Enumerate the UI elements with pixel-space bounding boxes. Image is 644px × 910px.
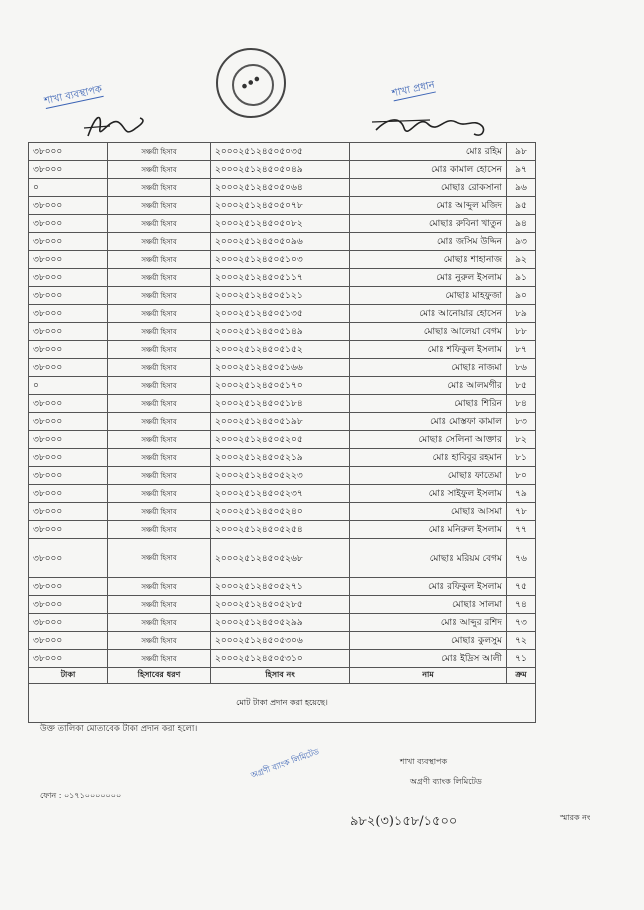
serial-cell: ৮৮ — [507, 323, 536, 341]
amount-cell: ৩৮০০০ — [29, 269, 108, 287]
account-number-cell: ২০০০২৫১২৪৫০৫০৪৯ — [211, 161, 350, 179]
account-type-cell: সঞ্চয়ী হিসাব — [108, 578, 211, 596]
table-body — [29, 143, 536, 723]
account-number-cell: ২০০০২৫১২৪৫০৫৩১০ — [211, 650, 350, 668]
amount-cell: ৩৮০০০ — [29, 632, 108, 650]
account-type-cell: সঞ্চয়ী হিসাব — [108, 503, 211, 521]
header-name: নাম — [350, 668, 507, 684]
account-number-cell: ২০০০২৫১২৪৫০৫২৪০ — [211, 503, 350, 521]
serial-cell: ৭২ — [507, 632, 536, 650]
table-row — [29, 305, 536, 323]
table-row — [29, 341, 536, 359]
account-type-cell: সঞ্চয়ী হিসাব — [108, 650, 211, 668]
table-row — [29, 449, 536, 467]
amount-cell: ৩৮০০০ — [29, 161, 108, 179]
table-row — [29, 323, 536, 341]
name-cell: মোছাঃ মাহফুজা — [350, 287, 507, 305]
amount-cell: ৩৮০০০ — [29, 323, 108, 341]
footer-stamp — [243, 745, 339, 816]
amount-cell: ৩৮০০০ — [29, 197, 108, 215]
name-cell: মোঃ আব্দুর রশিদ — [350, 614, 507, 632]
amount-cell: ৩৮০০০ — [29, 395, 108, 413]
account-type-cell: সঞ্চয়ী হিসাব — [108, 179, 211, 197]
table-row — [29, 596, 536, 614]
amount-cell: ৩৮০০০ — [29, 413, 108, 431]
account-type-cell: সঞ্চয়ী হিসাব — [108, 449, 211, 467]
name-cell: মোঃ হাবিবুর রহমান — [350, 449, 507, 467]
serial-cell: ৮২ — [507, 431, 536, 449]
account-type-cell: সঞ্চয়ী হিসাব — [108, 596, 211, 614]
table-row — [29, 287, 536, 305]
account-number-cell: ২০০০২৫১২৪৫০৫২৩৭ — [211, 485, 350, 503]
table-row — [29, 359, 536, 377]
account-type-cell: সঞ্চয়ী হিসাব — [108, 377, 211, 395]
serial-cell: ৯০ — [507, 287, 536, 305]
serial-cell: ৮৩ — [507, 413, 536, 431]
serial-cell: ৯৫ — [507, 197, 536, 215]
name-cell: মোছাঃ আসমা — [350, 503, 507, 521]
amount-cell: ৩৮০০০ — [29, 539, 108, 578]
amount-cell: ৩৮০০০ — [29, 287, 108, 305]
table-row — [29, 503, 536, 521]
name-cell: মোঃ জসিম উদ্দিন — [350, 233, 507, 251]
amount-cell: ৩৮০০০ — [29, 449, 108, 467]
account-number-cell: ২০০০২৫১২৪৫০৫০৩৫ — [211, 143, 350, 161]
table-row — [29, 614, 536, 632]
account-type-cell: সঞ্চয়ী হিসাব — [108, 287, 211, 305]
amount-cell: ৩৮০০০ — [29, 650, 108, 668]
account-number-cell: ২০০০২৫১২৪৫০৫১১৭ — [211, 269, 350, 287]
seal-lettering: ● ● ● — [240, 74, 261, 91]
name-cell: মোঃ রহিম — [350, 143, 507, 161]
table-row — [29, 650, 536, 668]
account-type-cell: সঞ্চয়ী হিসাব — [108, 413, 211, 431]
account-type-cell: সঞ্চয়ী হিসাব — [108, 521, 211, 539]
name-cell: মোঃ ইদ্রিস আলী — [350, 650, 507, 668]
account-type-cell: সঞ্চয়ী হিসাব — [108, 215, 211, 233]
serial-cell: ৮৬ — [507, 359, 536, 377]
table-row — [29, 179, 536, 197]
account-number-cell: ২০০০২৫১২৪৫০৫২৭১ — [211, 578, 350, 596]
amount-cell: ৩৮০০০ — [29, 359, 108, 377]
account-type-cell: সঞ্চয়ী হিসাব — [108, 431, 211, 449]
stamp-text: শাখা প্রধান — [391, 79, 436, 100]
name-cell: মোছাঃ কুলসুম — [350, 632, 507, 650]
account-number-cell: ২০০০২৫১২৪৫০৫২৬৮ — [211, 539, 350, 578]
amount-cell: ৩৮০০০ — [29, 503, 108, 521]
phone-line: ফোন : ০১৭১০০০০০০০ — [40, 791, 122, 800]
amount-cell: ৩৮০০০ — [29, 467, 108, 485]
account-number-cell: ২০০০২৫১২৪৫০৫০৮২ — [211, 215, 350, 233]
serial-cell: ৭৫ — [507, 578, 536, 596]
name-cell: মোছাঃ রোকসানা — [350, 179, 507, 197]
account-number-cell: ২০০০২৫১২৪৫০৫২৯৯ — [211, 614, 350, 632]
amount-cell: ৩৮০০০ — [29, 143, 108, 161]
table-row — [29, 413, 536, 431]
footer-stamp-text: অগ্রণী ব্যাংক লিমিটেড — [249, 747, 321, 781]
serial-cell: ৭১ — [507, 650, 536, 668]
account-type-cell: সঞ্চয়ী হিসাব — [108, 539, 211, 578]
summary-line: উক্ত তালিকা মোতাবেক টাকা প্রদান করা হলো। — [40, 724, 198, 734]
account-type-cell: সঞ্চয়ী হিসাব — [108, 485, 211, 503]
signature-right — [370, 108, 490, 144]
amount-cell: ৩৮০০০ — [29, 251, 108, 269]
account-number-cell: ২০০০২৫১২৪৫০৫১০৩ — [211, 251, 350, 269]
amount-cell: ৩৮০০০ — [29, 614, 108, 632]
name-cell: মোঃ রফিকুল ইসলাম — [350, 578, 507, 596]
bank-name: অগ্রণী ব্যাংক লিমিটেড — [410, 777, 482, 786]
stamp-text: শাখা ব্যবস্থাপক — [43, 84, 104, 108]
name-cell: মোছাঃ সেলিনা আক্তার — [350, 431, 507, 449]
account-type-cell: সঞ্চয়ী হিসাব — [108, 233, 211, 251]
name-cell: মোঃ সাইফুল ইসলাম — [350, 485, 507, 503]
serial-cell: ৯২ — [507, 251, 536, 269]
table-row — [29, 521, 536, 539]
table-note: মোট টাকা প্রদান করা হয়েছে। — [29, 684, 536, 723]
name-cell: মোঃ আনোয়ার হোসেন — [350, 305, 507, 323]
table-header-row — [29, 668, 536, 684]
name-cell: মোছাঃ শাহানাজ — [350, 251, 507, 269]
name-cell: মোছাঃ শিরিন — [350, 395, 507, 413]
serial-cell: ৭৮ — [507, 503, 536, 521]
amount-cell: ০ — [29, 377, 108, 395]
account-number-cell: ২০০০২৫১২৪৫০৫২৫৪ — [211, 521, 350, 539]
header-type: হিসাবের ধরণ — [108, 668, 211, 684]
serial-cell: ৯৮ — [507, 143, 536, 161]
amount-cell: ৩৮০০০ — [29, 215, 108, 233]
amount-cell: ৩৮০০০ — [29, 521, 108, 539]
table-note-row — [29, 684, 536, 723]
account-type-cell: সঞ্চয়ী হিসাব — [108, 632, 211, 650]
serial-cell: ৯১ — [507, 269, 536, 287]
serial-cell: ৭৬ — [507, 539, 536, 578]
serial-cell: ৯৭ — [507, 161, 536, 179]
table-row — [29, 485, 536, 503]
table-row — [29, 215, 536, 233]
bank-seal — [216, 48, 286, 118]
account-number-cell: ২০০০২৫১২৪৫০৫১২১ — [211, 287, 350, 305]
account-number-cell: ২০০০২৫১২৪৫০৫১৪৯ — [211, 323, 350, 341]
table-row — [29, 251, 536, 269]
serial-cell: ৮৪ — [507, 395, 536, 413]
account-number-cell: ২০০০২৫১২৪৫০৫২২৩ — [211, 467, 350, 485]
name-cell: মোঃ মনিরুল ইসলাম — [350, 521, 507, 539]
account-type-cell: সঞ্চয়ী হিসাব — [108, 467, 211, 485]
account-number-cell: ২০০০২৫১২৪৫০৫২১৯ — [211, 449, 350, 467]
table-row — [29, 578, 536, 596]
account-type-cell: সঞ্চয়ী হিসাব — [108, 305, 211, 323]
serial-cell: ৮৭ — [507, 341, 536, 359]
signatory-title: শাখা ব্যবস্থাপক — [400, 757, 448, 766]
table-row — [29, 539, 536, 578]
name-cell: মোঃ আলমগীর — [350, 377, 507, 395]
account-number-cell: ২০০০২৫১২৪৫০৫১৬৬ — [211, 359, 350, 377]
serial-cell: ৮৯ — [507, 305, 536, 323]
serial-cell: ৭৩ — [507, 614, 536, 632]
handwritten-number: ৯৮২(৩)১৫৮/১৫০০ — [350, 814, 458, 829]
table-row — [29, 395, 536, 413]
account-number-cell: ২০০০২৫১২৪৫০৫২৮৫ — [211, 596, 350, 614]
serial-cell: ৭৪ — [507, 596, 536, 614]
serial-cell: ৮৫ — [507, 377, 536, 395]
account-number-cell: ২০০০২৫১২৪৫০৫১৫২ — [211, 341, 350, 359]
serial-cell: ৯৩ — [507, 233, 536, 251]
account-number-cell: ২০০০২৫১২৪৫০৫২০৫ — [211, 431, 350, 449]
amount-cell: ৩৮০০০ — [29, 233, 108, 251]
serial-cell: ৭৯ — [507, 485, 536, 503]
account-number-cell: ২০০০২৫১২৪৫০৫১৩৫ — [211, 305, 350, 323]
table-row — [29, 377, 536, 395]
table-row — [29, 467, 536, 485]
table-row — [29, 233, 536, 251]
header-amount: টাকা — [29, 668, 108, 684]
table-row — [29, 143, 536, 161]
table-row — [29, 632, 536, 650]
signature-left — [80, 108, 150, 144]
memo-label: স্মারক নং — [560, 813, 591, 822]
account-number-cell: ২০০০২৫১২৪৫০৫৩০৬ — [211, 632, 350, 650]
name-cell: মোঃ কামাল হোসেন — [350, 161, 507, 179]
account-type-cell: সঞ্চয়ী হিসাব — [108, 341, 211, 359]
table-row — [29, 161, 536, 179]
account-type-cell: সঞ্চয়ী হিসাব — [108, 395, 211, 413]
account-number-cell: ২০০০২৫১২৪৫০৫১৮৪ — [211, 395, 350, 413]
account-type-cell: সঞ্চয়ী হিসাব — [108, 143, 211, 161]
amount-cell: ৩৮০০০ — [29, 485, 108, 503]
name-cell: মোছাঃ মরিয়ম বেগম — [350, 539, 507, 578]
amount-cell: ৩৮০০০ — [29, 305, 108, 323]
name-cell: মোঃ নুরুল ইসলাম — [350, 269, 507, 287]
amount-cell: ৩৮০০০ — [29, 596, 108, 614]
account-type-cell: সঞ্চয়ী হিসাব — [108, 161, 211, 179]
amount-cell: ০ — [29, 179, 108, 197]
name-cell: মোঃ মোস্তফা কামাল — [350, 413, 507, 431]
account-type-cell: সঞ্চয়ী হিসাব — [108, 197, 211, 215]
stamp-top-left — [43, 84, 103, 109]
account-type-cell: সঞ্চয়ী হিসাব — [108, 269, 211, 287]
account-number-cell: ২০০০২৫১২৪৫০৫০৯৬ — [211, 233, 350, 251]
table-row — [29, 269, 536, 287]
amount-cell: ৩৮০০০ — [29, 341, 108, 359]
name-cell: মোছাঃ সালমা — [350, 596, 507, 614]
serial-cell: ৯৬ — [507, 179, 536, 197]
amount-cell: ৩৮০০০ — [29, 431, 108, 449]
header-account: হিসাব নং — [211, 668, 350, 684]
stamp-top-right — [391, 80, 436, 102]
name-cell: মোছাঃ ফাতেমা — [350, 467, 507, 485]
account-type-cell: সঞ্চয়ী হিসাব — [108, 359, 211, 377]
serial-cell: ৮১ — [507, 449, 536, 467]
account-number-cell: ২০০০২৫১২৪৫০৫১৯৮ — [211, 413, 350, 431]
table-row — [29, 197, 536, 215]
name-cell: মোছাঃ আলেয়া বেগম — [350, 323, 507, 341]
name-cell: মোছাঃ নাজমা — [350, 359, 507, 377]
serial-cell: ৭৭ — [507, 521, 536, 539]
header-serial: ক্রম — [507, 668, 536, 684]
account-number-cell: ২০০০২৫১২৪৫০৫০৬৪ — [211, 179, 350, 197]
payment-table — [28, 142, 536, 723]
serial-cell: ৮০ — [507, 467, 536, 485]
account-number-cell: ২০০০২৫১২৪৫০৫১৭০ — [211, 377, 350, 395]
name-cell: মোছাঃ রুবিনা খাতুন — [350, 215, 507, 233]
name-cell: মোঃ আব্দুল মজিদ — [350, 197, 507, 215]
name-cell: মোঃ শফিকুল ইসলাম — [350, 341, 507, 359]
serial-cell: ৯৪ — [507, 215, 536, 233]
account-number-cell: ২০০০২৫১২৪৫০৫০৭৮ — [211, 197, 350, 215]
account-type-cell: সঞ্চয়ী হিসাব — [108, 251, 211, 269]
table-row — [29, 431, 536, 449]
account-type-cell: সঞ্চয়ী হিসাব — [108, 323, 211, 341]
account-type-cell: সঞ্চয়ী হিসাব — [108, 614, 211, 632]
amount-cell: ৩৮০০০ — [29, 578, 108, 596]
